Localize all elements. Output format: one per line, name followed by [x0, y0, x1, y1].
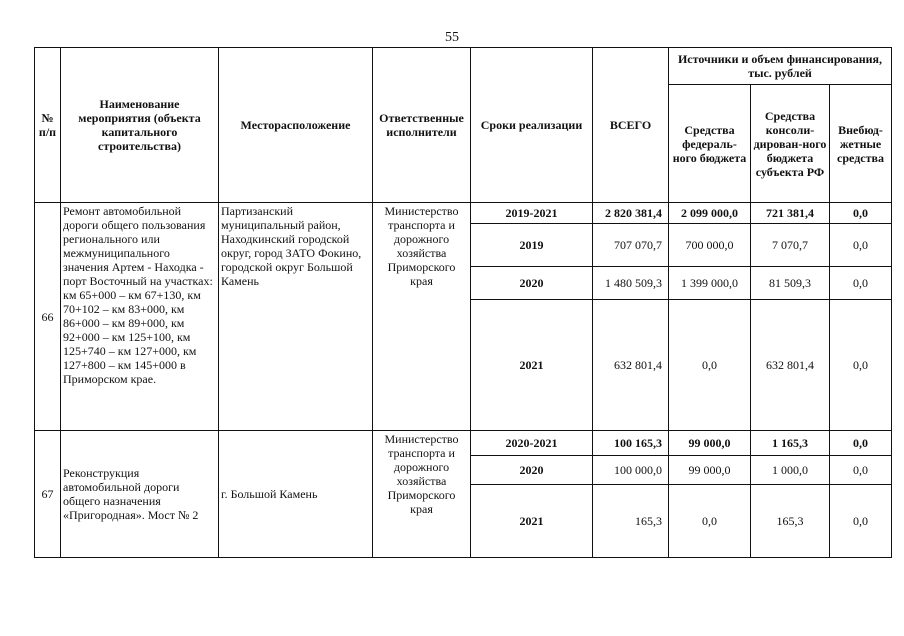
federal-cell: 0,0 [669, 300, 751, 431]
extra-cell: 0,0 [830, 203, 892, 224]
period-cell: 2020 [471, 267, 593, 300]
period-cell: 2019 [471, 224, 593, 267]
header-federal: Средства федераль-ного бюджета [669, 85, 751, 203]
period-cell: 2020 [471, 456, 593, 485]
regional-cell: 1 000,0 [751, 456, 830, 485]
row-executors: Министерство транспорта и дорожного хозяйства Приморского края [373, 203, 471, 431]
federal-cell: 1 399 000,0 [669, 267, 751, 300]
extra-cell: 0,0 [830, 300, 892, 431]
extra-cell: 0,0 [830, 456, 892, 485]
regional-cell: 721 381,4 [751, 203, 830, 224]
period-cell: 2021 [471, 485, 593, 558]
federal-cell: 99 000,0 [669, 456, 751, 485]
total-cell: 100 000,0 [593, 456, 669, 485]
header-sources: Источники и объем финансирования, тыс. рублей [669, 48, 892, 85]
row-location: г. Большой Камень [219, 431, 373, 558]
regional-cell: 165,3 [751, 485, 830, 558]
row-name: Реконструкция автомобильной дороги общего назначения «Пригородная». Мост № 2 [61, 431, 219, 558]
extra-cell: 0,0 [830, 224, 892, 267]
period-cell: 2020-2021 [471, 431, 593, 456]
federal-cell: 2 099 000,0 [669, 203, 751, 224]
federal-cell: 99 000,0 [669, 431, 751, 456]
header-name: Наименование мероприятия (объекта капитального строительства) [61, 48, 219, 203]
row-num: 67 [35, 431, 61, 558]
extra-cell: 0,0 [830, 267, 892, 300]
federal-cell: 0,0 [669, 485, 751, 558]
total-cell: 707 070,7 [593, 224, 669, 267]
header-executors: Ответственные исполнители [373, 48, 471, 203]
header-total: ВСЕГО [593, 48, 669, 203]
total-cell: 632 801,4 [593, 300, 669, 431]
extra-cell: 0,0 [830, 485, 892, 558]
total-cell: 100 165,3 [593, 431, 669, 456]
row-num: 66 [35, 203, 61, 431]
regional-cell: 7 070,7 [751, 224, 830, 267]
regional-cell: 632 801,4 [751, 300, 830, 431]
regional-cell: 1 165,3 [751, 431, 830, 456]
row-name: Ремонт автомобильной дороги общего пользования регионального или межмуниципального значения Артем - Находка - порт Восточный на участках: км 65+000 – км 67+130, км 70+102 – км 83+000, км 86+000 – км 89+000, км 92+000 – км 125+100, км 125+740 – км 127+000, км 127+800 – км 145+000 в Приморском крае. [61, 203, 219, 431]
period-cell: 2019-2021 [471, 203, 593, 224]
header-extra: Внебюд-жетные средства [830, 85, 892, 203]
total-cell: 1 480 509,3 [593, 267, 669, 300]
period-cell: 2021 [471, 300, 593, 431]
header-row [35, 48, 892, 85]
total-cell: 165,3 [593, 485, 669, 558]
row-location: Партизанский муниципальный район, Находкинский городской округ, город ЗАТО Фокино, городской округ Большой Камень [219, 203, 373, 431]
regional-cell: 81 509,3 [751, 267, 830, 300]
total-cell: 2 820 381,4 [593, 203, 669, 224]
extra-cell: 0,0 [830, 431, 892, 456]
header-num: № п/п [35, 48, 61, 203]
federal-cell: 700 000,0 [669, 224, 751, 267]
page-number: 55 [445, 30, 459, 45]
financing-table [34, 47, 892, 558]
row-executors: Министерство транспорта и дорожного хозяйства Приморского края [373, 431, 471, 558]
table-row [35, 203, 892, 224]
header-period: Сроки реализации [471, 48, 593, 203]
header-location: Месторасположение [219, 48, 373, 203]
table-row [35, 431, 892, 456]
header-regional: Средства консоли-дирован-ного бюджета субъекта РФ [751, 85, 830, 203]
